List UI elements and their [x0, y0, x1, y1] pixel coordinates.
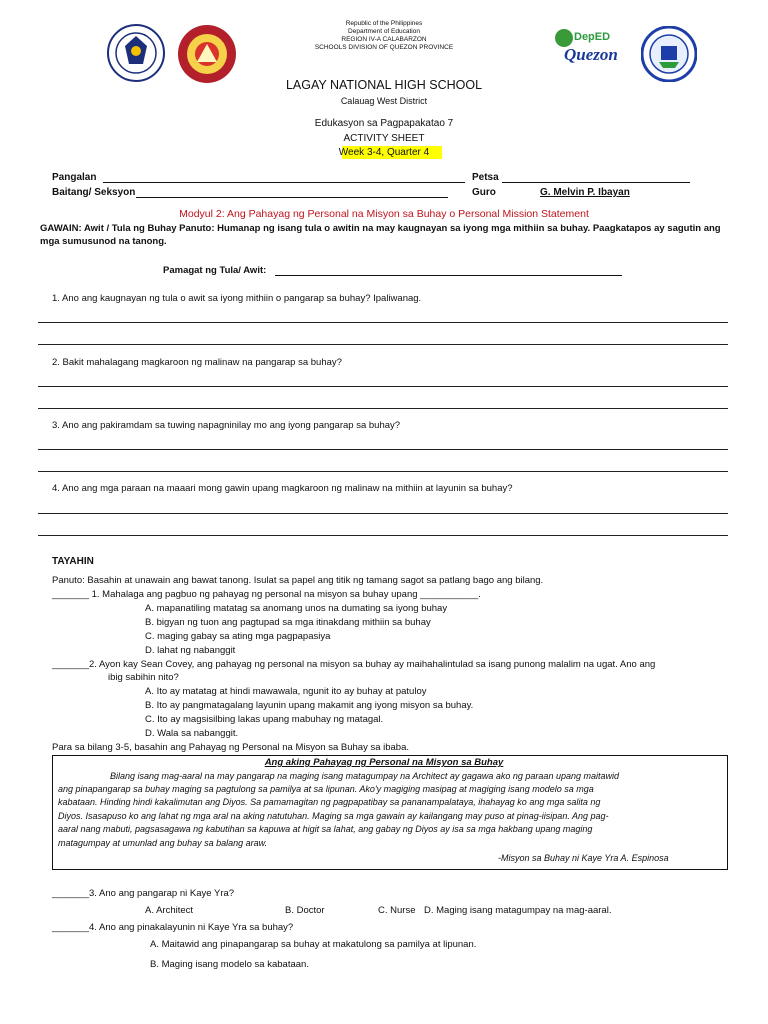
answer-line[interactable] [38, 449, 728, 450]
answer-line[interactable] [38, 344, 728, 345]
question-4: 4. Ano ang mga paraan na maaari mong gawin upang magkaroon ng malinaw na mithiin at layunin sa buhay? [52, 483, 513, 494]
answer-line[interactable] [38, 408, 728, 409]
pangalan-label: Pangalan [52, 172, 97, 183]
tayahin-panuto: Panuto: Basahin at unawain ang bawat tanong. Isulat sa papel ang titik ng tamang sagot sa patlang bago ang bilang. [52, 575, 544, 586]
item-2-choice-a: A. Ito ay matatag at hindi mawawala, ngunit ito ay buhay at patuloy [145, 686, 427, 697]
item-4-stem: _______4. Ano ang pinakalayunin ni Kaye Yra sa buhay? [52, 922, 294, 933]
item-1-choice-c: C. maging gabay sa ating mga pagpapasiya [145, 631, 331, 642]
petsa-field[interactable] [502, 182, 690, 183]
mission-line: Bilang isang mag-aaral na may pangarap na maging isang matagumpay na Architect ay gagawa ako ng paraan upang maitawid [110, 771, 619, 781]
school-name: LAGAY NATIONAL HIGH SCHOOL [285, 78, 483, 92]
item-1-choice-a: A. mapanatiling matatag sa anomang unos na dumating sa iyong buhay [145, 603, 448, 614]
district-name: Calauag West District [340, 96, 428, 106]
mission-line: Diyos. Isasapuso ko ang lahat ng mga aral na aking natutuhan. Maging sa mga gawain ay kailangang may puso at pinag-iisipan. Ang pag- [58, 811, 609, 821]
item-2-stem-cont: ibig sabihin nito? [108, 672, 179, 683]
subject-title: Edukasyon sa Pagpapakatao 7 [314, 118, 454, 129]
item-3-choice-c: C. Nurse [378, 905, 416, 916]
division-line: SCHOOLS DIVISION OF QUEZON PROVINCE [314, 44, 454, 51]
item-1-choice-b: B. bigyan ng tuon ang pagtupad sa mga itinakdang mithiin sa buhay [145, 617, 431, 628]
guro-label: Guro [472, 187, 496, 198]
answer-line[interactable] [38, 322, 728, 323]
baitang-label: Baitang/ Seksyon [52, 187, 136, 198]
mission-box-title: Ang aking Pahayag ng Personal na Misyon sa Buhay [264, 757, 504, 768]
item-1-stem: _______ 1. Mahalaga ang pagbuo ng pahayag ng personal na misyon sa buhay upang ___________. [52, 589, 481, 600]
answer-line[interactable] [38, 513, 728, 514]
mission-line: aaral nang mabuti, pagsasagawa ng kabutihan sa kapuwa at higit sa lahat, ang gabay ng Diyos ay isa sa mga hakbang upang maging [58, 824, 593, 834]
question-1: 1. Ano ang kaugnayan ng tula o awit sa iyong mithiin o pangarap sa buhay? Ipaliwanag. [52, 293, 422, 304]
department-line: Department of Education [348, 28, 420, 35]
week-label: Week 3-4, Quarter 4 [338, 147, 430, 158]
question-2: 2. Bakit mahalagang magkaroon ng malinaw na pangarap sa buhay? [52, 357, 342, 368]
guro-value: G. Melvin P. Ibayan [540, 187, 630, 198]
item-4-choice-b: B. Maging isang modelo sa kabataan. [150, 959, 309, 970]
item-3-stem: _______3. Ano ang pangarap ni Kaye Yra? [52, 888, 235, 899]
module-title: Modyul 2: Ang Pahayag ng Personal na Misyon sa Buhay o Personal Mission Statement [179, 208, 589, 220]
item-2-choice-b: B. Ito ay pangmatagalang layunin upang makamit ang iyong misyon sa buhay. [145, 700, 474, 711]
item-3-choice-d: D. Maging isang matagumpay na mag-aaral. [424, 905, 612, 916]
baitang-field[interactable] [136, 197, 448, 198]
answer-line[interactable] [38, 386, 728, 387]
item-2-choice-c: C. Ito ay magsisilbing lakas upang mabuhay ng matagal. [145, 714, 384, 725]
para-note: Para sa bilang 3-5, basahin ang Pahayag ng Personal na Misyon sa Buhay sa ibaba. [52, 742, 410, 753]
item-2-stem: _______2. Ayon kay Sean Covey, ang pahayag ng personal na misyon sa buhay ay maihahalintulad sa isang punong malalim na ugat. Ano ang [52, 659, 656, 670]
mission-line: ang pinapangarap sa buhay maging sa pagtulong sa pamilya at sa lipunan. Ako'y magiging masipag at magiging isang modelo sa mga [58, 784, 594, 794]
answer-line[interactable] [38, 535, 728, 536]
petsa-label: Petsa [472, 172, 499, 183]
item-1-choice-d: D. lahat ng nabanggit [145, 645, 236, 656]
pamagat-field[interactable] [275, 275, 622, 276]
item-2-choice-d: D. Wala sa nabanggit. [145, 728, 239, 739]
republic-line: Republic of the Philippines [345, 20, 423, 27]
tayahin-title: TAYAHIN [52, 556, 94, 567]
logo-text-deped: DepED [574, 31, 611, 43]
region-line: REGION IV-A CALABARZON [341, 36, 427, 43]
item-3-choice-a: A. Architect [145, 905, 194, 916]
item-4-choice-a: A. Maitawid ang pinapangarap sa buhay at makatulong sa pamilya at lipunan. [150, 939, 477, 950]
pangalan-field[interactable] [103, 182, 465, 183]
sheet-title: ACTIVITY SHEET [343, 133, 425, 144]
gawain-instructions: GAWAIN: Awit / Tula ng Buhay Panuto: Humanap ng isang tula o awitin na may kaugnayan sa iyong mga mithiin sa buhay. Paagkatapos ay sagutin ang mga sumusunod na tanong. [40, 223, 721, 247]
pamagat-label: Pamagat ng Tula/ Awit: [163, 265, 267, 276]
question-3: 3. Ano ang pakiramdam sa tuwing napagninilay mo ang iyong pangarap sa buhay? [52, 420, 401, 431]
mission-line: kabataan. Hinding hindi kakalimutan ang Diyos. Sa pamamagitan ng pagpapatibay sa pananampalataya, ihahayag ko ang mga salita ng [58, 797, 601, 807]
mission-author: -Misyon sa Buhay ni Kaye Yra A. Espinosa [498, 853, 669, 863]
mission-line: matagumpay at umunlad ang buhay sa balang araw. [58, 838, 268, 848]
answer-line[interactable] [38, 471, 728, 472]
logo-text-quezon: Quezon [564, 45, 618, 64]
item-3-choice-b: B. Doctor [285, 905, 325, 916]
